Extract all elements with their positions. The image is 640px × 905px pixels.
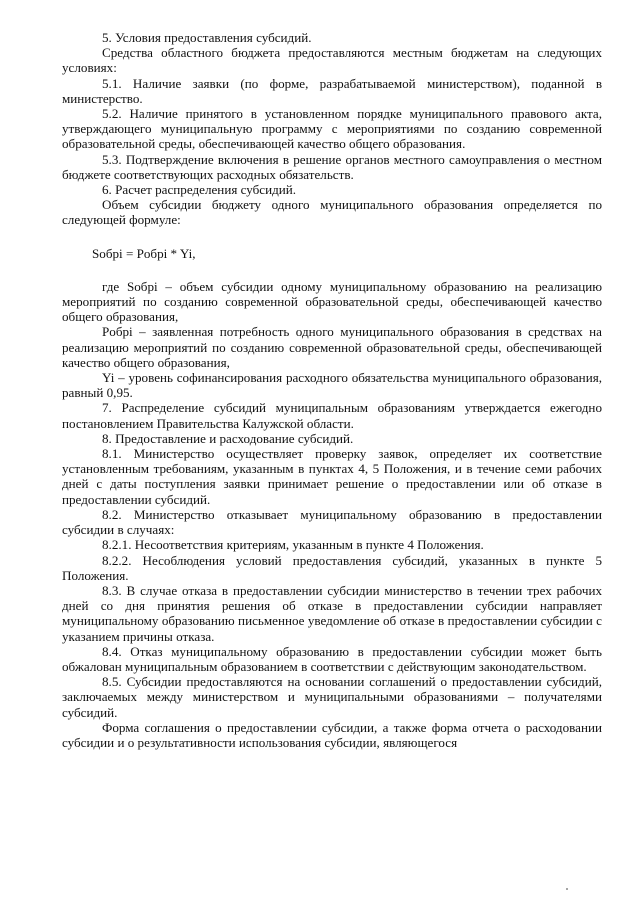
clause-8-2: 8.2. Министерство отказывает муниципальному образованию в предоставлении субсидии в случаях: — [62, 506, 602, 538]
formula: Sобрi = Pобрi * Yi, — [92, 245, 196, 261]
clause-5-1: 5.1. Наличие заявки (по форме, разрабатываемой министерством), поданной в министерство. — [62, 75, 602, 106]
spacer — [62, 228, 602, 246]
section-8-heading: 8. Предоставление и расходование субсидий. — [102, 430, 354, 446]
clause-8-4: 8.4. Отказ муниципальному образованию в предоставлении субсидии может быть обжалован муниципальным образованием в соответствии с действующим законодательством. — [62, 643, 602, 674]
clause-8-2-2: 8.2.2. Несоблюдения условий предоставления субсидий, указанных в пункте 5 Положения. — [62, 552, 602, 583]
definition-y: Yi – уровень софинансирования расходного обязательства муниципального образования, равный 0,95. — [62, 370, 602, 401]
clause-8-5: 8.5. Субсидии предоставляются на основании соглашений о предоставлении субсидий, заключаемых между министерством и муниципальными образованиями – получателями субсидий. — [62, 674, 602, 720]
section-6-heading: 6. Расчет распределения субсидий. — [102, 182, 297, 198]
section-7: 7. Распределение субсидий муниципальным образованиям утверждается ежегодно постановлением Правительства Калужской области. — [62, 400, 602, 431]
section-5-heading: 5. Условия предоставления субсидий. — [102, 30, 312, 45]
paragraph-conditions-intro: Средства областного бюджета предоставляются местным бюджетам на следующих условиях: — [62, 45, 602, 76]
clause-5-3: 5.3. Подтверждение включения в решение органов местного самоуправления о местном бюджете соответствующих расходных обязательств. — [62, 151, 602, 182]
scan-speck — [566, 888, 568, 890]
clause-5-2: 5.2. Наличие принятого в установленном порядке муниципального правового акта, утверждающего муниципальную программу с мероприятиями по созданию современной образовательной среды, обеспечивающей качество общего образования. — [62, 106, 602, 152]
clause-8-2-1: 8.2.1. Несоответствия критериям, указанным в пункте 4 Положения. — [102, 537, 484, 553]
definition-s: где Sобрi – объем субсидии одному муниципальному образованию на реализацию мероприятий по созданию современной образовательной среды, обеспечивающей качество общего образования, — [62, 278, 602, 325]
paragraph-formula-intro: Объем субсидии бюджету одного муниципального образования определяется по следующей формуле: — [62, 197, 602, 228]
document-page — [62, 30, 602, 750]
definition-p: Pобрi – заявленная потребность одного муниципального образования в средствах на реализацию мероприятий по созданию современной образовательной среды, обеспечивающей качество общего образования, — [62, 324, 602, 370]
clause-8-1: 8.1. Министерство осуществляет проверку заявок, определяет их соответствие установленным требованиям, указанным в пунктах 4, 5 Положения, и в течение семи рабочих дней с даты поступления заявки принимает решение о предоставлении или об отказе в предоставлении субсидий. — [62, 446, 602, 507]
clause-8-3: 8.3. В случае отказа в предоставлении субсидии министерство в течении трех рабочих дней со дня принятия решения об отказе в предоставлении субсидии направляет муниципальному образованию письменное уведомление об отказе в предоставлении субсидии с указанием причины отказа. — [62, 582, 602, 644]
spacer — [62, 261, 602, 279]
paragraph-agreement-form: Форма соглашения о предоставлении субсидии, а также форма отчета о расходовании субсидии и о результативности использования субсидии, являющегося — [62, 719, 602, 750]
